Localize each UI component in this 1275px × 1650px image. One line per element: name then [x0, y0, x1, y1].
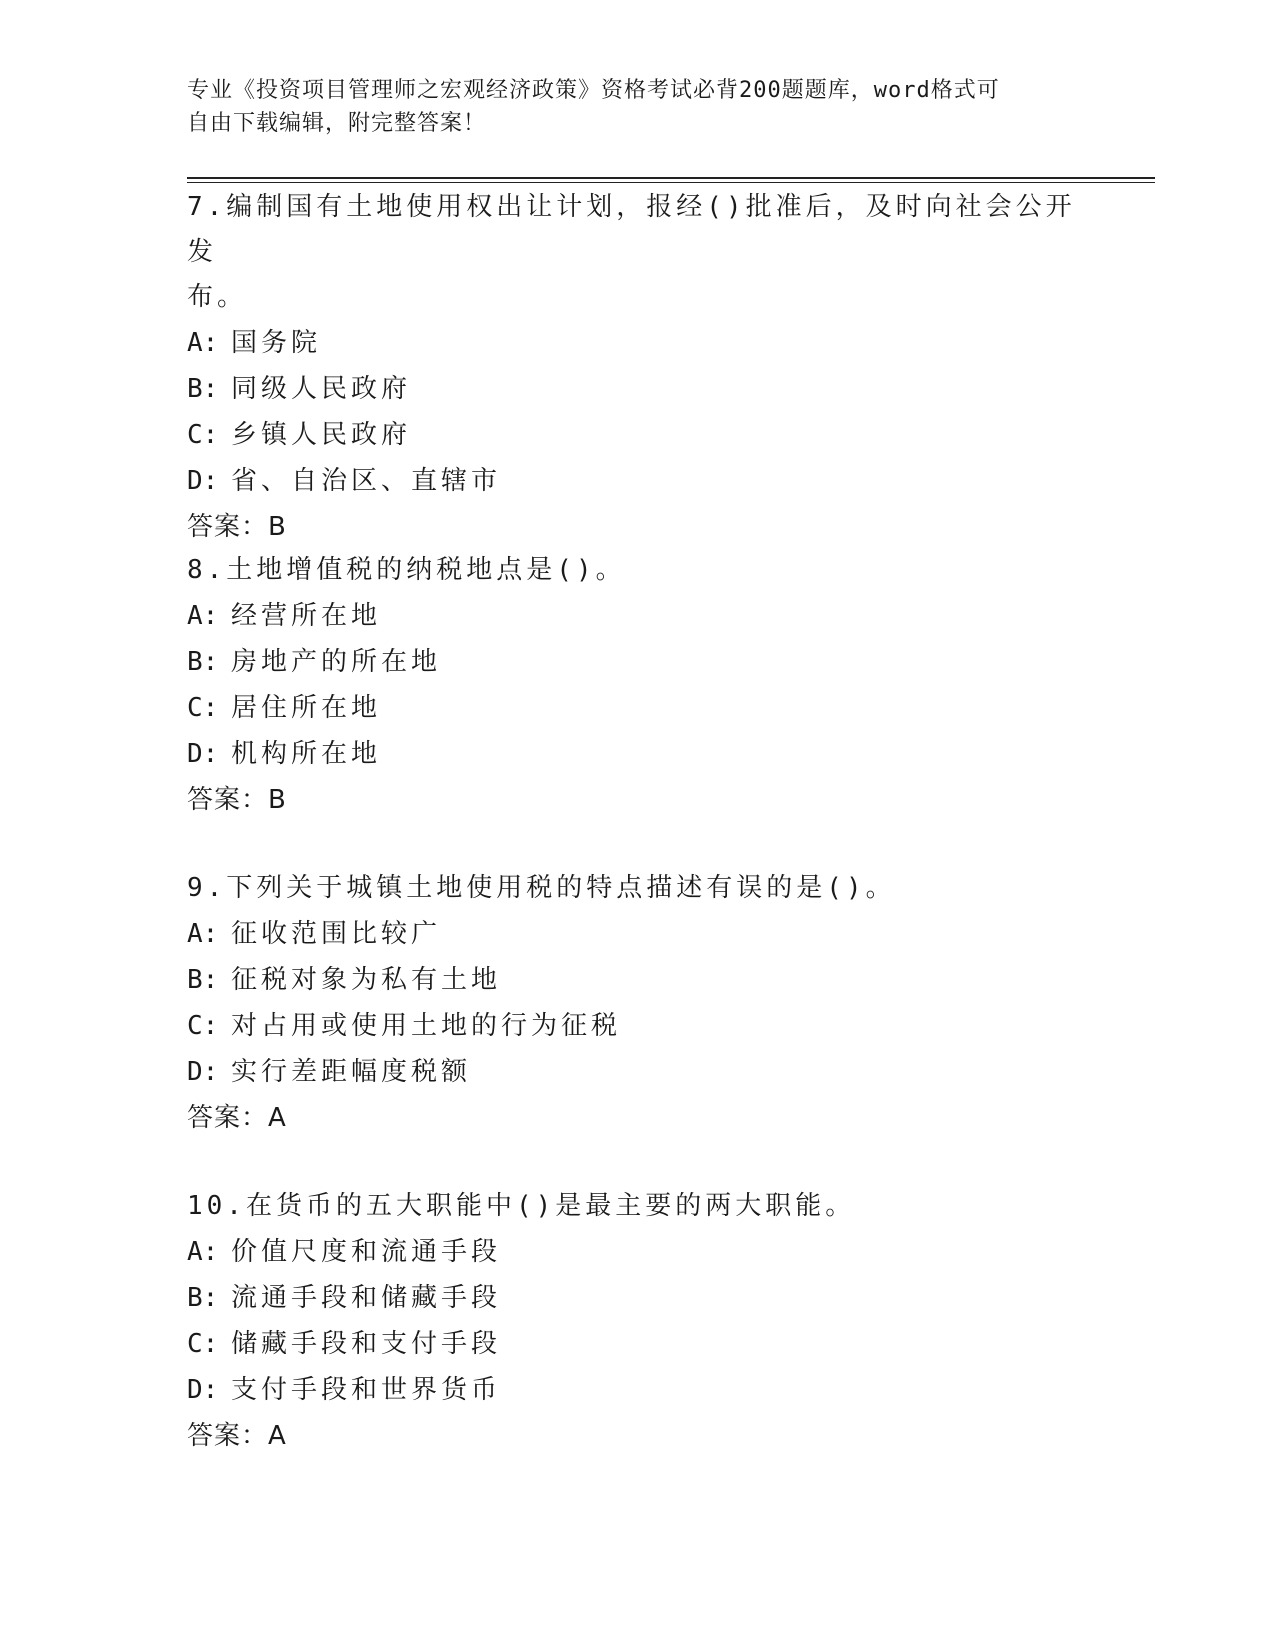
option-a	[187, 911, 1087, 957]
option-b	[187, 957, 1087, 1003]
option-d	[187, 1367, 1087, 1413]
header-divider-thick	[187, 177, 1155, 179]
option-letter: B:	[187, 647, 219, 677]
option-letter: D:	[187, 466, 219, 496]
question-stem: 7.编制国有土地使用权出让计划，报经()批准后，及时向社会公开发	[187, 192, 1076, 267]
question-10	[187, 1184, 1087, 1459]
question-stem: 9.下列关于城镇土地使用税的特点描述有误的是()。	[187, 873, 896, 903]
option-text: 经营所在地	[231, 601, 382, 631]
option-text: 征收范围比较广	[231, 919, 442, 949]
question-9	[187, 866, 1087, 1141]
header-line-1: 专业《投资项目管理师之宏观经济政策》资格考试必背200题题库，word格式可	[187, 78, 1000, 103]
option-text: 实行差距幅度税额	[231, 1057, 472, 1087]
document-header	[187, 74, 1067, 140]
question-stem-continued: 布。	[187, 282, 248, 312]
option-letter: C:	[187, 420, 219, 450]
option-letter: D:	[187, 1375, 219, 1405]
option-text: 储藏手段和支付手段	[231, 1329, 502, 1359]
header-line-2: 自由下载编辑，附完整答案！	[187, 111, 487, 136]
answer: 答案：A	[187, 1103, 287, 1133]
option-d	[187, 1049, 1087, 1095]
option-letter: A:	[187, 328, 219, 358]
option-letter: C:	[187, 1329, 219, 1359]
option-letter: B:	[187, 1283, 219, 1313]
option-text: 支付手段和世界货币	[231, 1375, 502, 1405]
option-c	[187, 685, 1087, 731]
option-letter: C:	[187, 693, 219, 723]
option-c	[187, 412, 1087, 458]
option-a	[187, 320, 1087, 366]
answer: 答案：B	[187, 512, 287, 542]
option-letter: A:	[187, 919, 219, 949]
option-letter: D:	[187, 739, 219, 769]
option-letter: A:	[187, 1237, 219, 1267]
question-stem: 10.在货币的五大职能中()是最主要的两大职能。	[187, 1191, 856, 1221]
option-letter: A:	[187, 601, 219, 631]
option-text: 征税对象为私有土地	[231, 965, 502, 995]
option-d	[187, 458, 1087, 504]
option-letter: D:	[187, 1057, 219, 1087]
option-d	[187, 731, 1087, 777]
option-b	[187, 639, 1087, 685]
question-7	[187, 185, 1087, 550]
option-c	[187, 1003, 1087, 1049]
question-stem: 8.土地增值税的纳税地点是()。	[187, 555, 626, 585]
option-letter: B:	[187, 965, 219, 995]
answer: 答案：B	[187, 785, 287, 815]
option-letter: B:	[187, 374, 219, 404]
option-text: 房地产的所在地	[231, 647, 442, 677]
answer: 答案：A	[187, 1421, 287, 1451]
option-text: 同级人民政府	[231, 374, 412, 404]
option-a	[187, 593, 1087, 639]
option-text: 机构所在地	[231, 739, 382, 769]
option-text: 国务院	[231, 328, 322, 358]
option-a	[187, 1229, 1087, 1275]
option-b	[187, 366, 1087, 412]
option-letter: C:	[187, 1011, 219, 1041]
option-text: 流通手段和储藏手段	[231, 1283, 502, 1313]
option-text: 乡镇人民政府	[231, 420, 412, 450]
option-text: 价值尺度和流通手段	[231, 1237, 502, 1267]
option-c	[187, 1321, 1087, 1367]
question-8	[187, 548, 1087, 823]
option-b	[187, 1275, 1087, 1321]
option-text: 居住所在地	[231, 693, 382, 723]
option-text: 对占用或使用土地的行为征税	[231, 1011, 622, 1041]
option-text: 省、自治区、直辖市	[231, 466, 502, 496]
header-divider-thin	[187, 182, 1155, 183]
